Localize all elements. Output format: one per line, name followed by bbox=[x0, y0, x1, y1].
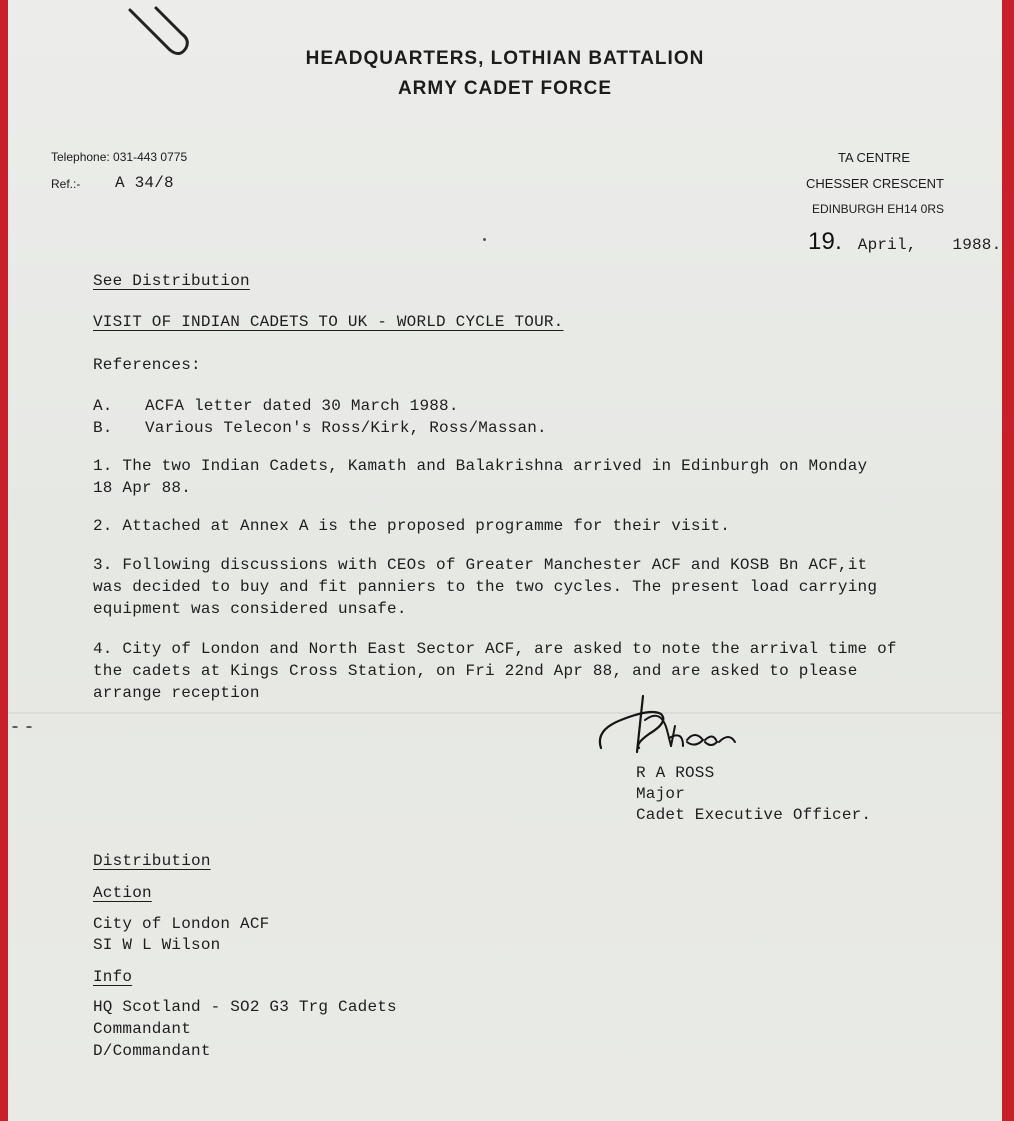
paragraph-3-line-2: was decided to buy and fit panniers to the two cycles. The present load carrying bbox=[93, 578, 878, 596]
date-day: 19. bbox=[808, 228, 842, 255]
letter-date bbox=[808, 228, 1001, 256]
reference-b-marker: B. bbox=[93, 419, 113, 437]
action-item-1: City of London ACF bbox=[93, 915, 270, 933]
paragraph-4-line-2: the cadets at Kings Cross Station, on Fri 22nd Apr 88, and are asked to please bbox=[93, 662, 858, 680]
paragraph-3-line-3: equipment was considered unsafe. bbox=[93, 600, 407, 618]
paragraph-1-line-1: 1. The two Indian Cadets, Kamath and Balakrishna arrived in Edinburgh on Monday bbox=[93, 457, 868, 475]
reference-a-marker: A. bbox=[93, 397, 113, 415]
info-heading: Info bbox=[93, 968, 133, 986]
paper-speck bbox=[26, 726, 32, 728]
address-line-3: EDINBURGH EH14 0RS bbox=[811, 202, 944, 216]
paper-fold-line bbox=[8, 712, 1002, 714]
handwritten-signature bbox=[591, 690, 741, 760]
paper-speck bbox=[483, 238, 486, 241]
reference-a-text: ACFA letter dated 30 March 1988. bbox=[145, 397, 459, 415]
reference-b-text: Various Telecon's Ross/Kirk, Ross/Massan. bbox=[145, 419, 547, 437]
paragraph-4-line-3: arrange reception bbox=[93, 684, 260, 702]
telephone: Telephone: 031-443 0775 bbox=[51, 150, 188, 164]
paper-speck bbox=[12, 726, 18, 728]
date-year: 1988. bbox=[952, 236, 1002, 254]
address-line-1: TA CENTRE bbox=[838, 150, 910, 165]
letterhead-line-1: HEADQUARTERS, LOTHIAN BATTALION bbox=[305, 48, 705, 69]
letterhead-line-2: ARMY CADET FORCE bbox=[397, 78, 613, 99]
info-item-2: Commandant bbox=[93, 1020, 192, 1038]
action-item-2: SI W L Wilson bbox=[93, 936, 221, 954]
date-month: April, bbox=[857, 236, 917, 254]
paragraph-4-line-1: 4. City of London and North East Sector ACF, are asked to note the arrival time of bbox=[93, 640, 897, 658]
ref-value: A 34/8 bbox=[115, 174, 174, 192]
signatory-title: Cadet Executive Officer. bbox=[636, 806, 872, 824]
subject-line: VISIT OF INDIAN CADETS TO UK - WORLD CYCLE TOUR. bbox=[93, 313, 564, 331]
action-heading: Action bbox=[93, 884, 152, 902]
signatory-name: R A ROSS bbox=[636, 764, 715, 782]
info-item-3: D/Commandant bbox=[93, 1042, 211, 1060]
ref-label: Ref.:- bbox=[51, 177, 81, 191]
paragraph-3-line-1: 3. Following discussions with CEOs of Greater Manchester ACF and KOSB Bn ACF,it bbox=[93, 556, 868, 574]
paragraph-1-line-2: 18 Apr 88. bbox=[93, 479, 192, 497]
references-heading: References: bbox=[93, 356, 201, 374]
paragraph-2-line-1: 2. Attached at Annex A is the proposed programme for their visit. bbox=[93, 517, 731, 535]
distribution-heading: Distribution bbox=[93, 852, 211, 870]
addressee: See Distribution bbox=[93, 272, 250, 290]
address-line-2: CHESSER CRESCENT bbox=[806, 176, 944, 191]
info-item-1: HQ Scotland - SO2 G3 Trg Cadets bbox=[93, 998, 397, 1016]
signatory-rank: Major bbox=[636, 785, 686, 803]
letter-page bbox=[8, 0, 1002, 1121]
